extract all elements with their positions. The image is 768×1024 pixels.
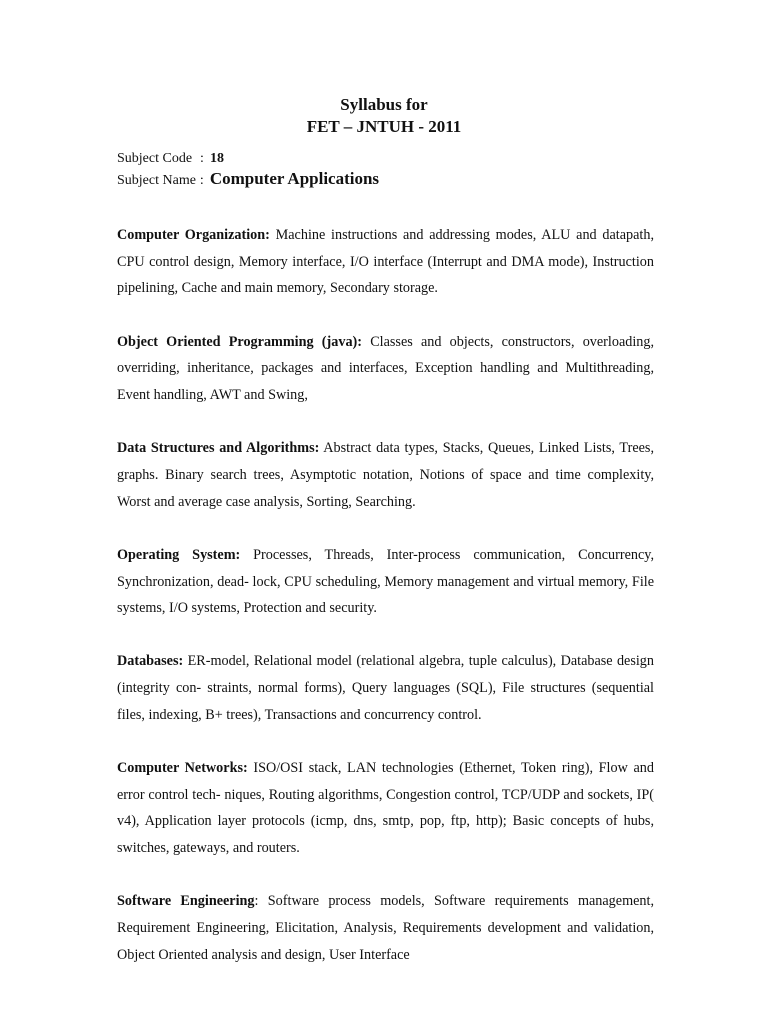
section-heading: Databases: [117,653,184,670]
section-heading: Computer Networks: [117,760,248,777]
section-body: Classes and objects, constructors, overloading, overriding, inheritance, packages and interfaces, Exception handling and Multithreading, Event handling, AWT and Swing, [117,333,654,404]
section-data-structures [117,435,654,515]
section-body: : Software process models, Software requirements management, Requirement Engineering, Elicitation, Analysis, Requirements development and validation, Object Oriented analysis and design, User Interface [117,893,654,963]
subject-name-label: Subject Name [117,173,196,188]
title-line-1: Syllabus for [340,95,428,114]
section-object-oriented-programming [117,329,654,409]
subject-name-colon: : [199,173,204,188]
title-line-2: FET – JNTUH - 2011 [306,117,462,136]
section-heading: Software Engineering [117,893,255,910]
section-body: Machine instructions and addressing modes, ALU and datapath, CPU control design, Memory interface, I/O interface (Interrupt and DMA mode), Instruction pipelining, Cache and main memory, Secondary storage. [117,227,654,297]
section-body: Abstract data types, Stacks, Queues, Linked Lists, Trees, graphs. Binary search trees, Asymptotic notation, Notions of space and time complexity, Worst and average case analysis, Sorting, Searching. [117,440,654,510]
subject-code-value: 18 [209,151,224,166]
subject-name-value: Computer Applications [209,169,380,188]
section-computer-organization [117,222,654,302]
section-heading: Data Structures and Algorithms: [117,440,320,457]
section-operating-system [117,542,654,622]
section-databases [117,648,654,728]
subject-name-row [117,169,379,189]
subject-code-colon: : [200,151,204,166]
syllabus-sections [117,222,654,1024]
subject-code-row [117,151,224,167]
section-body: Processes, Threads, Inter-process communication, Concurrency, Synchronization, dead- lock, CPU scheduling, Memory management and virtual memory, File systems, I/O systems, Protection and security. [117,546,654,617]
document-title [0,94,768,138]
section-body: ISO/OSI stack, LAN technologies (Ethernet, Token ring), Flow and error control tech- niques, Routing algorithms, Congestion control, TCP/UDP and sockets, IP( v4), Application layer protocols (icmp, dns, smtp, pop, ftp, http); Basic concepts of hubs, switches, gateways, and routers. [117,760,654,857]
section-computer-networks [117,755,654,862]
section-software-engineering [117,888,654,968]
section-heading: Operating System: [117,546,241,563]
section-body: ER-model, Relational model (relational algebra, tuple calculus), Database design (integrity con- straints, normal forms), Query languages (SQL), File structures (sequential files, indexing, B+ trees), Transactions and concurrency control. [117,653,654,723]
section-heading: Object Oriented Programming (java): [117,333,362,350]
subject-code-label: Subject Code [117,151,193,166]
section-heading: Computer Organization: [117,227,270,243]
